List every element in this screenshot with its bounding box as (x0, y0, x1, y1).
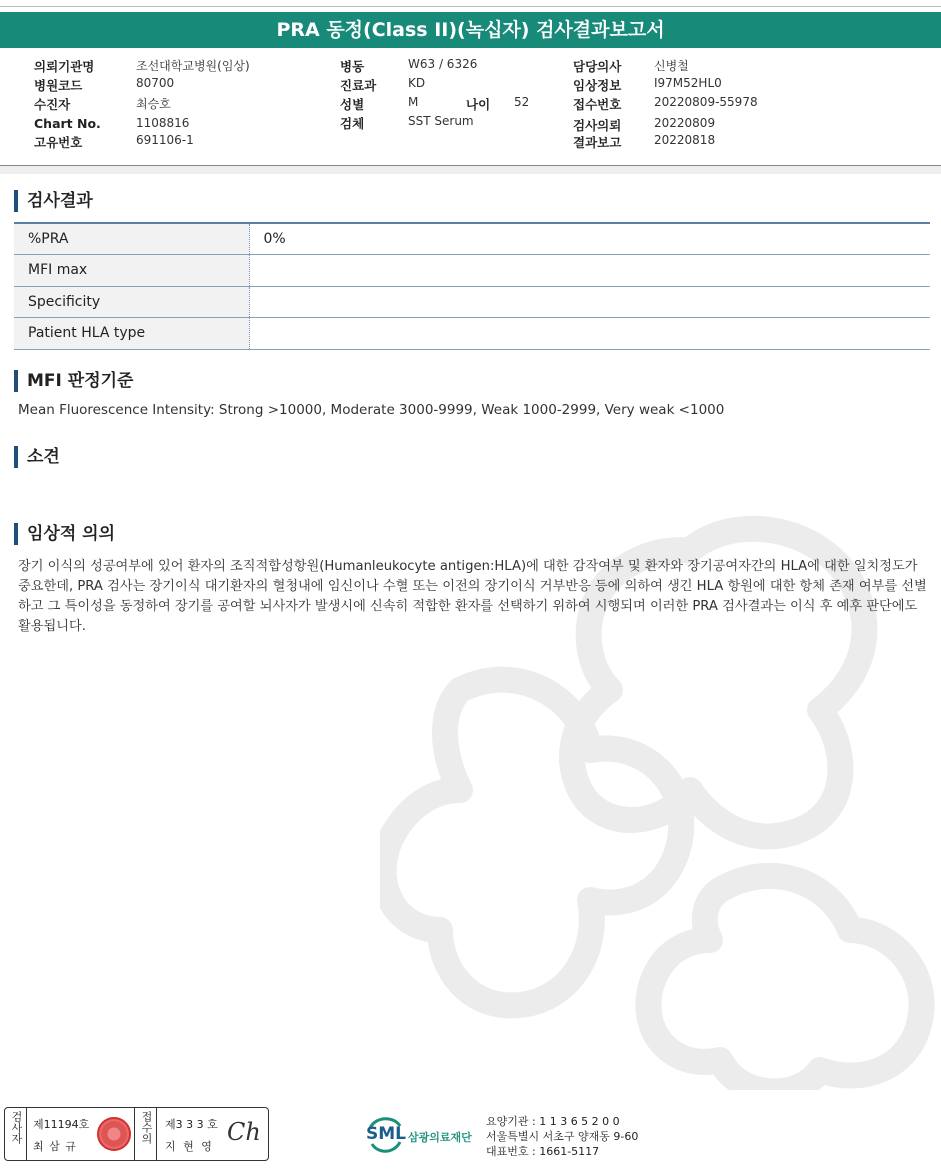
age-label: 나이 (466, 97, 491, 112)
info-value: 조선대학교병원(임상) (136, 59, 250, 73)
org-address: 서울특별시 서초구 양재동 9-60 (486, 1130, 639, 1143)
org-phone: 대표번호 : 1661-5117 (486, 1145, 600, 1158)
info-label: 수진자 (34, 97, 71, 112)
info-value: KD (408, 76, 426, 90)
top-rule (0, 6, 941, 7)
info-label: 검체 (340, 116, 365, 131)
table-row (14, 223, 930, 255)
tester-name: 최 삼 규 (33, 1140, 77, 1153)
report-title: PRA 동정(Class II)(녹십자) 검사결과보고서 (0, 12, 941, 48)
result-key: MFI max (14, 255, 249, 287)
logo-text: SML (366, 1124, 406, 1144)
info-value: 80700 (136, 76, 175, 90)
receiver-label: 접수의 (140, 1111, 153, 1144)
info-label: 고유번호 (34, 135, 83, 150)
result-value: 0% (249, 223, 930, 255)
info-label: 성별 (340, 97, 365, 112)
info-value: I97M52HL0 (654, 76, 722, 90)
info-value: 최승호 (136, 97, 171, 111)
org-name: 삼광의료재단 (408, 1131, 472, 1144)
info-value: W63 / 6326 (408, 57, 478, 71)
divider-band (0, 166, 941, 174)
signature: Ch (227, 1118, 261, 1146)
info-label: Chart No. (34, 116, 101, 131)
section-heading-clinical: 임상적 의의 (14, 523, 115, 545)
info-value: SST Serum (408, 114, 474, 128)
info-label: 의뢰기관명 (34, 59, 95, 74)
table-row (14, 286, 930, 318)
section-heading-opinion: 소견 (14, 446, 60, 468)
info-label: 임상정보 (573, 78, 622, 93)
info-label: 결과보고 (573, 135, 622, 150)
info-label: 담당의사 (573, 59, 622, 74)
info-value: 691106-1 (136, 133, 194, 147)
result-value (249, 318, 930, 350)
results-table (14, 222, 930, 350)
section-heading-results: 검사결과 (14, 190, 93, 212)
info-label: 검사의뢰 (573, 118, 622, 133)
info-value: 신병철 (654, 59, 689, 73)
info-value: 1108816 (136, 116, 190, 130)
result-key: Patient HLA type (14, 318, 249, 350)
result-value (249, 286, 930, 318)
result-key: %PRA (14, 223, 249, 255)
org-info (486, 1114, 638, 1159)
section-heading-mfi: MFI 판정기준 (14, 370, 133, 392)
info-value: 20220809 (654, 116, 716, 130)
info-label: 접수번호 (573, 97, 622, 112)
mfi-criteria-text: Mean Fluorescence Intensity: Strong >10000, Moderate 3000-9999, Weak 1000-2999, Very weak <1000 (18, 402, 725, 418)
receiver-name: 지 현 영 (165, 1140, 214, 1153)
table-row (14, 318, 930, 350)
result-value (249, 255, 930, 287)
info-label: 진료과 (340, 78, 377, 93)
info-value: 20220809-55978 (654, 95, 758, 109)
info-value: 20220818 (654, 133, 716, 147)
clinical-significance-text: 장기 이식의 성공여부에 있어 환자의 조직적합성항원(Humanleukocyte antigen:HLA)에 대한 감작여부 및 환자와 장기공여자간의 HLA에 대한 일치정도가 중요한데, PRA 검사는 장기이식 대기환자의 혈청내에 임신이나 수혈 또는 이전의 장기이식 거부반응 등에 의하여 생긴 HLA 항원에 대한 항체 존재 여부를 선별하고 그 특이성을 동정하여 장기를 공여할 뇌사자가 발생시에 신속히 적합한 환자를 선택하기 위하여 시행되며 이러한 PRA 검사결과는 이식 후 예후 판단에도 활용됩니다. (18, 559, 927, 634)
tester-label: 검사자 (10, 1111, 23, 1144)
signature-box (4, 1107, 269, 1161)
seal-icon (97, 1117, 131, 1151)
patient-info (0, 50, 941, 166)
tester-license-no: 제11194호 (33, 1118, 90, 1131)
receiver-license-no: 제3 3 3 호 (165, 1118, 218, 1131)
result-key: Specificity (14, 286, 249, 318)
table-row (14, 255, 930, 287)
info-label: 병동 (340, 59, 365, 74)
info-label: 병원코드 (34, 78, 83, 93)
sml-logo (364, 1114, 484, 1154)
age-value: 52 (514, 95, 530, 109)
info-value: M (408, 95, 419, 109)
org-code: 요양기관 : 1 1 3 6 5 2 0 0 (486, 1115, 620, 1128)
